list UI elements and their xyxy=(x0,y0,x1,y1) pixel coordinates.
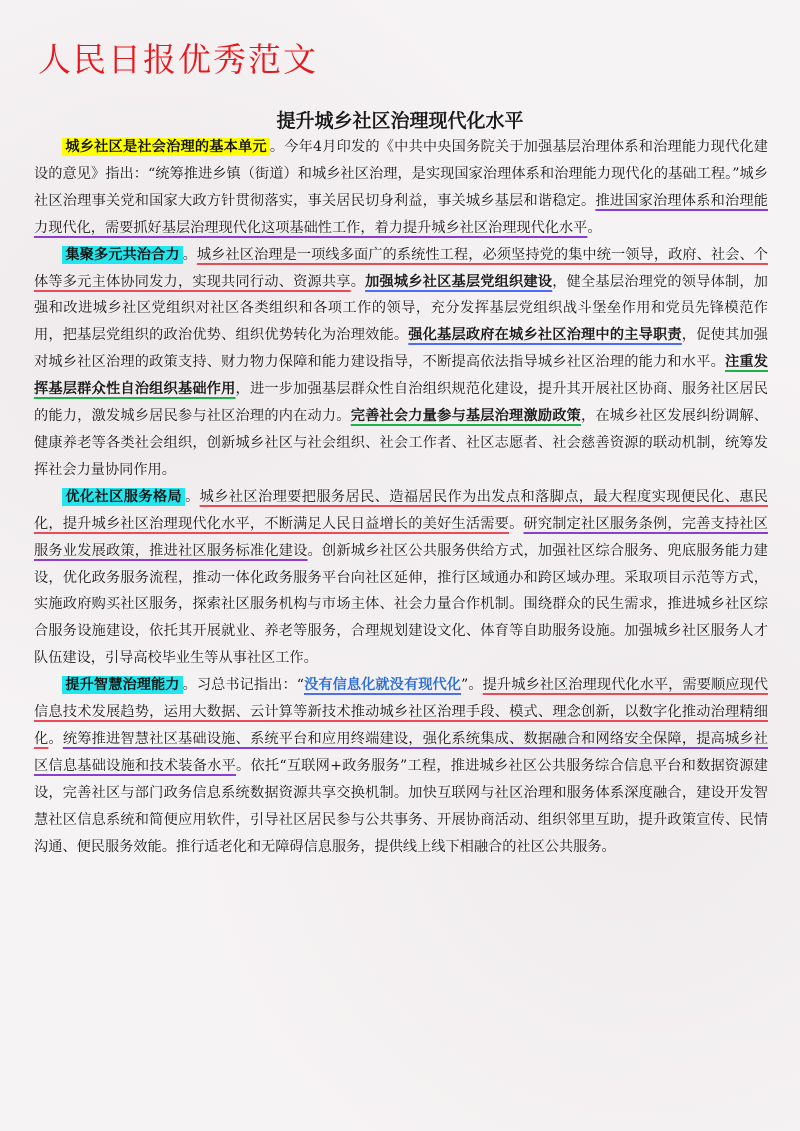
text: 。 xyxy=(509,515,524,532)
bold-underline-blue: 强化基层政府在城乡社区治理中的主导职责 xyxy=(408,327,682,344)
text: 。今年4月印发的《中共中央国务院关于加强基层治理体系和治理能力现代化建设的意见》指出：“统筹推进乡镇（街道）和城乡社区治理，是实现国家治理体系和治理能力现代化的基础工程。”城乡社区治理事关党和国家大政方针贯彻落实，事关居民切身利益，事关城乡基层和谐稳定。 xyxy=(34,139,768,209)
text: ，进一步加强基层群众性自治组织规范化建设，提升其开展社区协商、服务社区居民的能力，激发城乡居民参与社区治理的内在动力。 xyxy=(34,381,768,425)
text: 。 xyxy=(48,730,63,747)
highlight-cyan: 集聚多元共治合力 xyxy=(62,246,182,264)
text: 。 xyxy=(587,219,602,236)
bold-underline-green: 完善社会力量参与基层治理激励政策 xyxy=(350,408,582,425)
text: 。 xyxy=(182,246,197,263)
highlight-yellow: 城乡社区是社会治理的基本单元 xyxy=(62,138,269,156)
underline-purple: 统筹推进智慧社区基础设施、系统平台和应用终端建设，强化系统集成、数据融合和网络安全保障，提高城乡社区信息基础设施和技术装备水平 xyxy=(34,730,768,774)
paragraph-4 xyxy=(34,672,768,860)
underline-red: 提升城乡社区治理现代化水平，需要顺应现代信息技术发展趋势，运用大数据、云计算等新技术推动城乡社区治理手段、模式、理念创新，以数字化推动治理精细化 xyxy=(34,677,768,747)
text: 。 xyxy=(185,488,200,505)
text: ，促使其加强对城乡社区治理的政策支持、财力物力保障和能力建设指导，不断提高依法指导城乡社区治理的能力和水平。 xyxy=(34,327,768,371)
highlight-cyan: 提升智慧治理能力 xyxy=(62,676,182,694)
bold-underline-blue: 加强城乡社区基层党组织建设 xyxy=(365,273,553,290)
quote-underline-blue: 没有信息化就没有现代化 xyxy=(303,677,462,694)
text: 。 xyxy=(350,273,366,290)
underline-red: 城乡社区治理是一项线多面广的系统性工程，必须坚持党的集中统一领导，政府、社会、个体等多元主体协同发力，实现共同行动、资源共享 xyxy=(34,246,768,290)
underline-purple: 研究制定社区服务条例，完善支持社区服务业发展政策，推进社区服务标准化建设 xyxy=(34,515,768,559)
text: ”。 xyxy=(461,677,483,694)
paragraph-2 xyxy=(34,242,768,484)
paragraph-1 xyxy=(34,134,768,242)
text: 。依托“互联网+政务服务”工程，推进城乡社区公共服务综合信息平台和数据资源建设，完善社区与部门政务信息系统数据资源共享交换机制。加快互联网与社区治理和服务体系深度融合，建设开发智慧社区信息系统和简便应用软件，引导社区居民参与公共事务、开展协商活动、组织邻里互助，提升政策宣传、民情沟通、便民服务效能。推行适老化和无障碍信息服务，提供线上线下相融合的社区公共服务。 xyxy=(34,757,768,855)
text: 。习总书记指出：“ xyxy=(182,677,304,694)
text: ，健全基层治理党的领导体制，加强和改进城乡社区党组织对社区各类组织和各项工作的领导，充分发挥基层党组织战斗堡垒作用和党员先锋模范作用，把基层党组织的政治优势、组织优势转化为治理效能。 xyxy=(34,273,768,344)
underline-red: 城乡社区治理要把服务居民、造福居民作为出发点和落脚点，最大程度实现便民化、惠民化，提升城乡社区治理现代化水平，不断满足人民日益增长的美好生活需要 xyxy=(34,488,768,532)
article-body xyxy=(34,134,768,860)
text: 。创新城乡社区公共服务供给方式，加强社区综合服务、兜底服务能力建设，优化政务服务流程，推动一体化政务服务平台向社区延伸，推行区域通办和跨区域办理。采取项目示范等方式，实施政府购买社区服务，探索社区服务机构与市场主体、社会力量合作机制。围绕群众的民生需求，推进城乡社区综合服务设施建设，依托其开展就业、养老等服务，合理规划建设文化、体育等自助服务设施。加强城乡社区服务人才队伍建设，引导高校毕业生等从事社区工作。 xyxy=(34,542,768,667)
article-title: 提升城乡社区治理现代化水平 xyxy=(276,110,524,132)
highlight-cyan: 优化社区服务格局 xyxy=(62,488,185,506)
text: ，在城乡社区发展纠纷调解、健康养老等各类社会组织，创新城乡社区与社会组织、社会工作者、社区志愿者、社会慈善资源的联动机制，统筹发挥社会力量协同作用。 xyxy=(34,408,768,478)
header-title: 人民日报优秀范文 xyxy=(38,40,318,79)
underline-purple: 推进国家治理体系和治理能力现代化，需要抓好基层治理现代化这项基础性工作，着力提升城乡社区治理现代化水平 xyxy=(34,192,768,236)
paragraph-3 xyxy=(34,484,768,672)
bold-underline-green: 注重发挥基层群众性自治组织基础作用 xyxy=(34,354,768,398)
